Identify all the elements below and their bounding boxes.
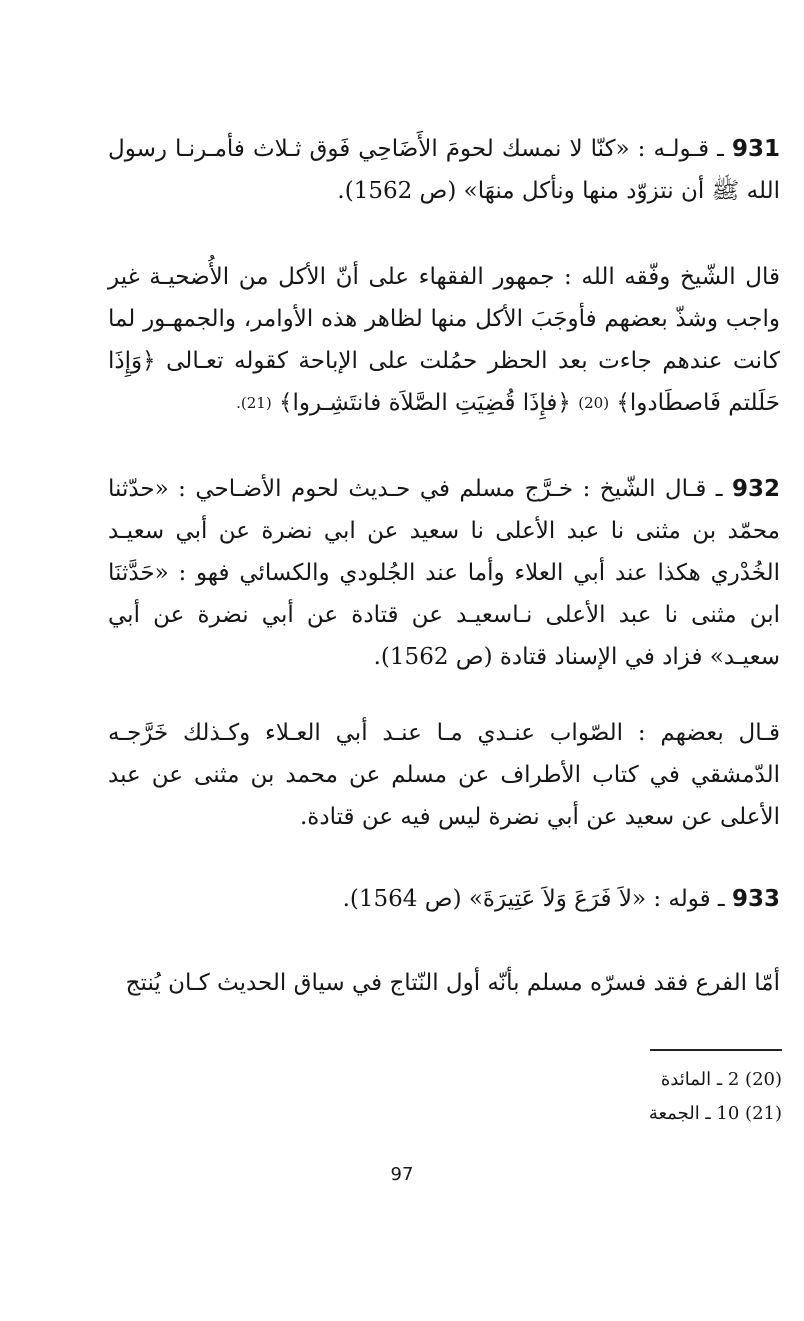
footnote: (21) 10 ـ الجمعة xyxy=(648,1103,782,1124)
hadith-number: 932 xyxy=(732,476,781,502)
paragraph-text: ـ قـال الشّيخ : خـرَّج مسلم في حـديث لحوم الأضـاحي : «حدّثنا محمّد بن مثنى نا عبد الأعلى نا سعيد عن ابي نضرة عن أبي سعيـد الخُدْري هكذا عند أبي العلاء وأما عند الجُلودي والكسائي فهو : «حَدَّثنَا ابن مثنى نا عبد الأعلى نـاسعيـد عن قتادة عن أبي نضرة عن أبي سعيـد» فزاد في الإسناد قتادة (ص 1562). xyxy=(108,476,780,670)
hadith-number: 931 xyxy=(732,136,781,162)
footnote-divider xyxy=(650,1049,782,1051)
footnote-ref: (21). xyxy=(236,394,272,412)
paragraph-text: أمّا الفرع فقد فسرّه مسلم بأنّه أول النّتاج في سياق الحديث كـان يُنتج xyxy=(125,970,780,996)
paragraph-931 xyxy=(108,128,780,212)
paragraph-text: قال الشّيخ وفّقه الله : جمهور الفقهاء على أنّ الأكل من الأُضحيـة غير واجب وشذّ بعضهم فأوجَبَ الأكل منها لظاهر هذه الأوامر، والجمهـور لما كانت عندهم جاءت بعد الحظر حمُلت على الإباحة كقوله تعـالى ﴿وَإِذَا حَلَلتم فَاصطَادوا﴾ xyxy=(108,264,780,416)
sheikh-commentary xyxy=(108,256,780,424)
paragraph-932 xyxy=(108,468,780,678)
explanation-paragraph xyxy=(108,962,780,1004)
paragraph-text: قـال بعضهم : الصّواب عنـدي مـا عنـد أبي العـلاء وكـذلك خَرَّجـه الدّمشقي في كتاب الأطراف عن مسلم عن محمد بن مثنى عن عبد الأعلى عن سعيد عن أبي نضرة ليس فيه عن قتادة. xyxy=(108,720,780,830)
paragraph-text: ـ قوله : «لاَ فَرَعَ وَلاَ عَتِيرَةَ» (ص 1564). xyxy=(342,886,725,912)
page-number: 97 xyxy=(390,1164,414,1185)
footnote-ref: (20) xyxy=(578,394,610,412)
paragraph-text: ـ قـولـه : «كنّا لا نمسك لحومَ الأَضَاحِي فَوق ثـلاث فأمـرنـا رسول الله ﷺ أن نتزوّد منها ونأكل منهَا» (ص 1562). xyxy=(108,136,780,204)
quran-quote: ﴿فإِذَا قُضِيَتِ الصَّلاَة فانتَشِـروا﴾ xyxy=(279,390,571,416)
hadith-number: 933 xyxy=(731,886,780,912)
footnote: (20) 2 ـ المائدة xyxy=(660,1069,782,1090)
footnotes xyxy=(560,1063,782,1131)
paragraph-933 xyxy=(108,878,780,920)
scholar-opinion xyxy=(108,712,780,838)
